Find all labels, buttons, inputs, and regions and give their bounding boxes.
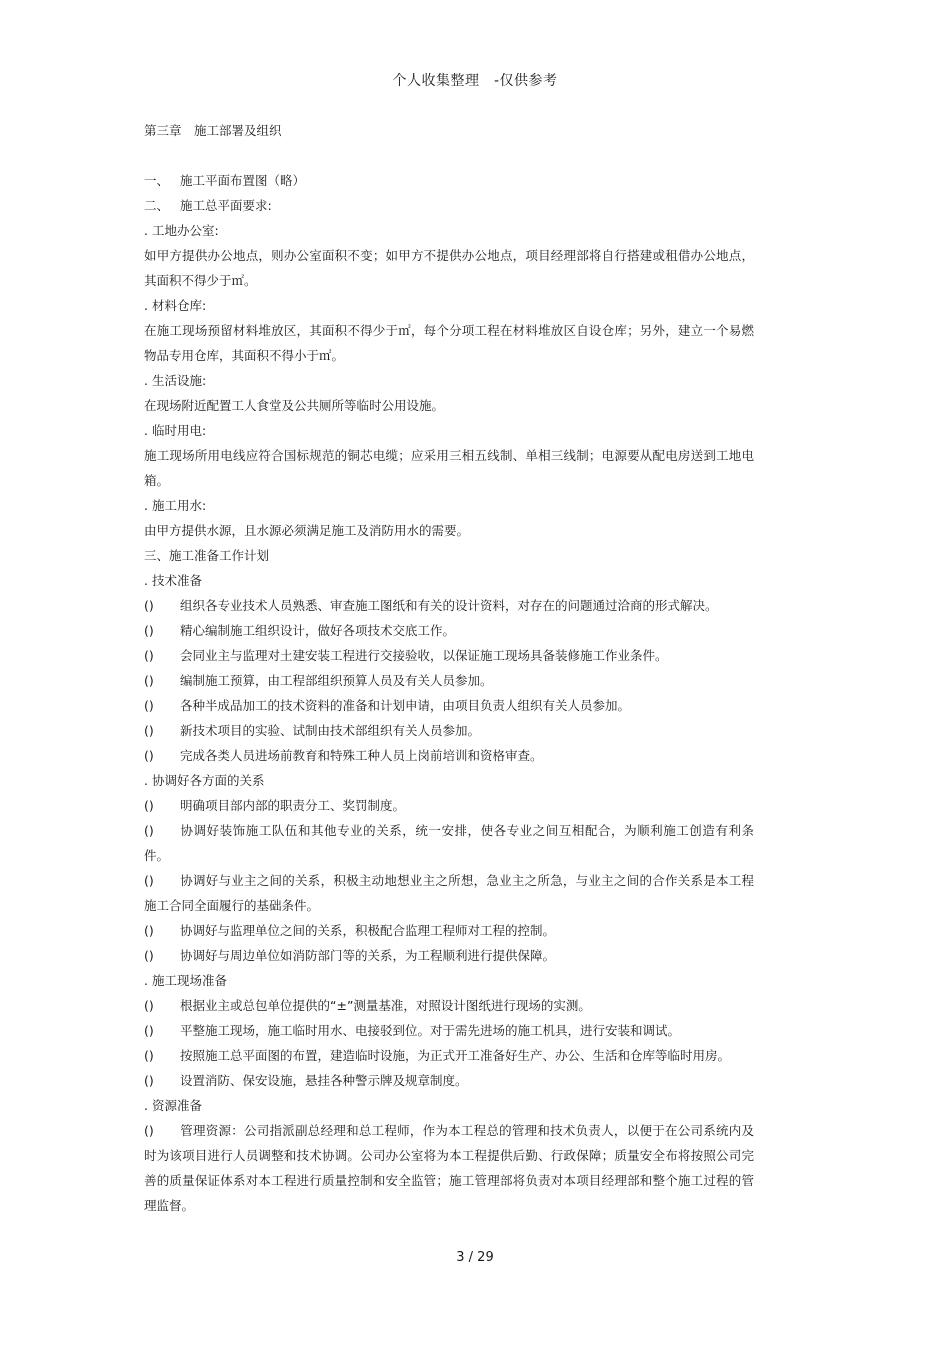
list-item <box>144 693 754 718</box>
list-item <box>144 943 754 968</box>
list-item-text: 设置消防、保安设施，悬挂各种警示牌及规章制度。 <box>180 1073 468 1088</box>
section-heading <box>144 168 754 193</box>
list-item-text: 平整施工现场，施工临时用水、电接驳到位。对于需先进场的施工机具，进行安装和调试。 <box>180 1023 681 1038</box>
list-item <box>144 718 754 743</box>
list-item <box>144 918 754 943</box>
section-heading: 三、施工准备工作计划 <box>144 548 270 563</box>
subsection-heading: . 技术准备 <box>144 573 202 588</box>
subsection-heading: . 生活设施: <box>144 373 207 388</box>
list-item-text: 完成各类人员进场前教育和特殊工种人员上岗前培训和资格审查。 <box>180 748 543 763</box>
list-marker: () <box>144 723 154 738</box>
list-marker: () <box>144 823 154 838</box>
section-text: 施工平面布置图（略） <box>180 173 306 188</box>
list-item <box>144 1018 754 1043</box>
page-header: 个人收集整理 -仅供参考 <box>392 73 558 89</box>
section-heading <box>144 193 754 218</box>
list-item-text: 根据业主或总包单位提供的“±”测量基准，对照设计图纸进行现场的实测。 <box>180 998 591 1013</box>
list-item-text: 按照施工总平面图的布置，建造临时设施，为正式开工准备好生产、办公、生活和仓库等临时用房。 <box>180 1048 731 1063</box>
list-item-text: 新技术项目的实验、试制由技术部组织有关人员参加。 <box>180 723 481 738</box>
paragraph: 施工现场所用电线应符合国标规范的铜芯电缆；应采用三相五线制、单相三线制；电源要从配电房送到工地电箱。 <box>144 448 754 488</box>
subsection-heading: . 资源准备 <box>144 1098 202 1113</box>
list-marker: () <box>144 1048 154 1063</box>
list-marker: () <box>144 1123 154 1138</box>
list-item-text: 协调好与监理单位之间的关系，积极配合监理工程师对工程的控制。 <box>180 923 556 938</box>
section-text: 施工总平面要求: <box>180 198 272 213</box>
preparation-groups <box>144 568 754 1218</box>
subsection-heading: . 临时用电: <box>144 423 207 438</box>
paragraph: 如甲方提供办公地点，则办公室面积不变；如甲方不提供办公地点，项目经理部将自行搭建或租借办公地点，其面积不得少于㎡。 <box>144 248 754 288</box>
list-item <box>144 593 754 618</box>
section-index: 二、 <box>144 198 170 213</box>
subsection-heading: . 施工现场准备 <box>144 973 227 988</box>
list-item-text: 编制施工预算，由工程部组织预算人员及有关人员参加。 <box>180 673 493 688</box>
list-item-text: 管理资源：公司指派副总经理和总工程师，作为本工程总的管理和技术负责人，以便于在公司系统内及时为该项目进行人员调整和技术协调。公司办公室将为本工程提供后勤、行政保障；质量安全布将按照公司完善的质量保证体系对本工程进行质量控制和安全监管；施工管理部将负责对本项目经理部和整个施工过程的管理监督。 <box>144 1123 754 1213</box>
list-item <box>144 668 754 693</box>
list-item-text: 协调好与周边单位如消防部门等的关系，为工程顺利进行提供保障。 <box>180 948 556 963</box>
list-item <box>144 818 754 868</box>
list-item-text: 各种半成品加工的技术资料的准备和计划申请，由项目负责人组织有关人员参加。 <box>180 698 631 713</box>
list-item-text: 明确项目部内部的职责分工、奖罚制度。 <box>180 798 406 813</box>
list-item <box>144 993 754 1018</box>
list-item <box>144 793 754 818</box>
list-item-text: 会同业主与监理对土建安装工程进行交接验收，以保证施工现场具备装修施工作业条件。 <box>180 648 668 663</box>
list-marker: () <box>144 948 154 963</box>
list-item <box>144 743 754 768</box>
subsection-heading: . 材料仓库: <box>144 298 207 313</box>
list-marker: () <box>144 798 154 813</box>
list-item-text: 协调好装饰施工队伍和其他专业的关系，统一安排，使各专业之间互相配合，为顺利施工创造有利条件。 <box>144 823 754 863</box>
subsection-heading: . 工地办公室: <box>144 223 219 238</box>
list-marker: () <box>144 623 154 638</box>
list-marker: () <box>144 648 154 663</box>
subsection-heading: . 协调好各方面的关系 <box>144 773 265 788</box>
list-marker: () <box>144 1023 154 1038</box>
chapter-title: 第三章 施工部署及组织 <box>144 123 282 138</box>
list-item-text: 精心编制施工组织设计，做好各项技术交底工作。 <box>180 623 456 638</box>
paragraph: 在施工现场预留材料堆放区，其面积不得少于㎡，每个分项工程在材料堆放区自设仓库；另外，建立一个易燃物品专用仓库，其面积不得小于㎡。 <box>144 323 754 363</box>
list-marker: () <box>144 598 154 613</box>
subsection-heading: . 施工用水: <box>144 498 207 513</box>
list-marker: () <box>144 698 154 713</box>
paragraph: 由甲方提供水源，且水源必须满足施工及消防用水的需要。 <box>144 523 470 538</box>
list-item-text: 组织各专业技术人员熟悉、审查施工图纸和有关的设计资料，对存在的问题通过洽商的形式解决。 <box>180 598 718 613</box>
page-number: 3 / 29 <box>456 1250 494 1265</box>
paragraph: 在现场附近配置工人食堂及公共厕所等临时公用设施。 <box>144 398 445 413</box>
list-item <box>144 1068 754 1093</box>
list-item <box>144 643 754 668</box>
list-marker: () <box>144 1073 154 1088</box>
list-item <box>144 618 754 643</box>
list-marker: () <box>144 673 154 688</box>
list-marker: () <box>144 873 154 888</box>
list-item-text: 协调好与业主之间的关系，积极主动地想业主之所想，急业主之所急，与业主之间的合作关系是本工程施工合同全面履行的基础条件。 <box>144 873 754 913</box>
list-marker: () <box>144 998 154 1013</box>
list-item <box>144 1043 754 1068</box>
list-item <box>144 868 754 918</box>
list-marker: () <box>144 748 154 763</box>
document-body <box>144 118 754 1218</box>
section-index: 一、 <box>144 173 170 188</box>
list-marker: () <box>144 923 154 938</box>
list-item <box>144 1118 754 1218</box>
